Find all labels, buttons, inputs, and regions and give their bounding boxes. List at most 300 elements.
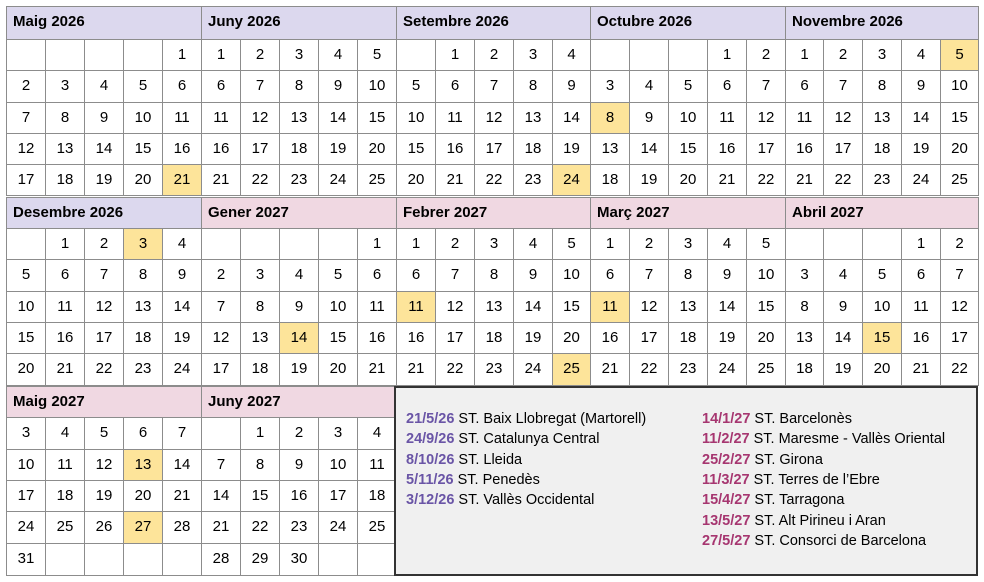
day-cell: 5: [318, 259, 358, 292]
day-cell: 4: [84, 70, 124, 103]
day-cell: 17: [435, 322, 475, 354]
day-cell: 17: [84, 322, 124, 354]
day-cell: 22: [474, 164, 514, 196]
day-cell: 14: [162, 291, 202, 323]
day-cell: 1: [435, 39, 475, 71]
day-cell: [279, 228, 319, 260]
day-cell: 16: [279, 480, 319, 512]
day-cell: 6: [123, 417, 163, 450]
legend-item: [406, 430, 599, 448]
legend-date: 15/4/27: [702, 492, 751, 509]
day-cell: 21: [901, 353, 941, 386]
day-cell: 10: [552, 259, 591, 292]
day-cell: 7: [84, 259, 124, 292]
day-cell: 21: [396, 353, 436, 386]
legend-item: [702, 430, 945, 448]
day-cell: 9: [629, 102, 669, 134]
day-cell: 19: [629, 164, 669, 196]
day-cell: 17: [940, 322, 979, 354]
day-cell: 3: [45, 70, 85, 103]
day-cell: 20: [6, 353, 46, 386]
day-cell: 20: [746, 322, 786, 354]
day-cell: 25: [940, 164, 979, 196]
day-cell: 4: [357, 417, 397, 450]
day-cell: [6, 39, 46, 71]
day-cell: 22: [746, 164, 786, 196]
day-cell: 18: [513, 133, 553, 165]
day-cell: 4: [823, 259, 863, 292]
day-cell: 12: [435, 291, 475, 323]
day-cell: 7: [240, 70, 280, 103]
day-cell: 1: [396, 228, 436, 260]
day-cell: [123, 543, 163, 576]
day-cell: 17: [201, 353, 241, 386]
legend-label: ST. Baix Llobregat (Martorell): [454, 411, 647, 427]
month-title: Maig 2026: [6, 6, 202, 40]
day-cell: 20: [123, 164, 163, 196]
day-cell: 6: [435, 70, 475, 103]
day-cell: 13: [513, 102, 553, 134]
day-cell: 18: [668, 322, 708, 354]
day-cell: 18: [590, 164, 630, 196]
day-cell: 13: [279, 102, 319, 134]
day-cell: 2: [240, 39, 280, 71]
day-cell: 8: [785, 291, 824, 323]
day-cell: 10: [862, 291, 902, 323]
day-cell: 12: [823, 102, 863, 134]
day-cell: 21: [435, 164, 475, 196]
day-cell: 21: [162, 164, 202, 196]
day-cell: 24: [707, 353, 747, 386]
day-cell: 13: [474, 291, 514, 323]
month-title: Octubre 2026: [590, 6, 786, 40]
legend-item: [406, 491, 594, 509]
day-cell: 2: [474, 39, 514, 71]
day-cell: 24: [552, 164, 591, 196]
day-cell: 20: [123, 480, 163, 512]
day-cell: 12: [84, 449, 124, 481]
day-cell: 3: [590, 70, 630, 103]
day-cell: 4: [318, 39, 358, 71]
day-cell: 8: [668, 259, 708, 292]
day-cell: 14: [823, 322, 863, 354]
day-cell: 22: [84, 353, 124, 386]
day-cell: 16: [590, 322, 630, 354]
day-cell: 21: [201, 164, 241, 196]
day-cell: 22: [940, 353, 979, 386]
day-cell: 21: [201, 511, 241, 544]
day-cell: 3: [279, 39, 319, 71]
month-title: Abril 2027: [785, 197, 979, 229]
day-cell: 15: [6, 322, 46, 354]
month-title: Maig 2027: [6, 386, 202, 418]
day-cell: 14: [279, 322, 319, 354]
day-cell: 15: [940, 102, 979, 134]
day-cell: 15: [357, 102, 397, 134]
day-cell: 10: [6, 291, 46, 323]
day-cell: 1: [162, 39, 202, 71]
day-cell: 2: [629, 228, 669, 260]
day-cell: 15: [668, 133, 708, 165]
day-cell: 14: [318, 102, 358, 134]
day-cell: 5: [552, 228, 591, 260]
day-cell: 21: [785, 164, 824, 196]
day-cell: 7: [162, 417, 202, 450]
day-cell: 19: [513, 322, 553, 354]
day-cell: 17: [629, 322, 669, 354]
day-cell: 10: [357, 70, 397, 103]
day-cell: 20: [318, 353, 358, 386]
day-cell: 3: [668, 228, 708, 260]
day-cell: 5: [668, 70, 708, 103]
day-cell: 14: [84, 133, 124, 165]
day-cell: 2: [746, 39, 786, 71]
day-cell: 4: [162, 228, 202, 260]
day-cell: 3: [123, 228, 163, 260]
day-cell: 16: [785, 133, 824, 165]
day-cell: 8: [240, 449, 280, 481]
day-cell: 9: [279, 449, 319, 481]
day-cell: [162, 543, 202, 576]
day-cell: [6, 228, 46, 260]
legend-item: [702, 451, 823, 469]
day-cell: 18: [45, 480, 85, 512]
day-cell: 6: [707, 70, 747, 103]
month-title: Març 2027: [590, 197, 786, 229]
day-cell: 25: [552, 353, 591, 386]
day-cell: 17: [474, 133, 514, 165]
day-cell: 9: [318, 70, 358, 103]
day-cell: 8: [45, 102, 85, 134]
day-cell: 19: [162, 322, 202, 354]
day-cell: 6: [901, 259, 941, 292]
legend-box: [394, 386, 978, 576]
day-cell: 23: [668, 353, 708, 386]
day-cell: 5: [862, 259, 902, 292]
day-cell: 23: [862, 164, 902, 196]
day-cell: 21: [357, 353, 397, 386]
day-cell: 11: [396, 291, 436, 323]
day-cell: 18: [123, 322, 163, 354]
legend-item: [702, 410, 852, 428]
day-cell: 7: [746, 70, 786, 103]
day-cell: 16: [201, 133, 241, 165]
legend-label: ST. Lleida: [454, 451, 523, 468]
day-cell: 6: [357, 259, 397, 292]
day-cell: 5: [396, 70, 436, 103]
day-cell: [823, 228, 863, 260]
day-cell: 10: [6, 449, 46, 481]
day-cell: 4: [707, 228, 747, 260]
month-title: Desembre 2026: [6, 197, 202, 229]
day-cell: 30: [279, 543, 319, 576]
month-title: Juny 2026: [201, 6, 397, 40]
day-cell: 10: [318, 449, 358, 481]
legend-label: ST. Consorci de Barcelona: [750, 532, 927, 549]
day-cell: 16: [162, 133, 202, 165]
day-cell: 11: [785, 102, 824, 134]
day-cell: 7: [940, 259, 979, 292]
day-cell: 7: [201, 291, 241, 323]
day-cell: 1: [707, 39, 747, 71]
legend-date: 24/9/26: [406, 431, 455, 448]
legend-label: ST. Catalunya Central: [454, 431, 600, 448]
day-cell: 12: [240, 102, 280, 134]
day-cell: 2: [435, 228, 475, 260]
day-cell: 12: [84, 291, 124, 323]
day-cell: 2: [201, 259, 241, 292]
day-cell: 11: [901, 291, 941, 323]
day-cell: 11: [201, 102, 241, 134]
day-cell: 11: [707, 102, 747, 134]
day-cell: 8: [279, 70, 319, 103]
day-cell: 3: [862, 39, 902, 71]
day-cell: 10: [396, 102, 436, 134]
day-cell: 28: [201, 543, 241, 576]
day-cell: 24: [6, 511, 46, 544]
day-cell: 8: [474, 259, 514, 292]
day-cell: 9: [707, 259, 747, 292]
day-cell: 7: [474, 70, 514, 103]
day-cell: 7: [435, 259, 475, 292]
day-cell: 7: [6, 102, 46, 134]
day-cell: 17: [6, 164, 46, 196]
day-cell: 24: [901, 164, 941, 196]
day-cell: 22: [240, 164, 280, 196]
day-cell: 18: [785, 353, 824, 386]
day-cell: 15: [318, 322, 358, 354]
day-cell: 4: [901, 39, 941, 71]
day-cell: 13: [862, 102, 902, 134]
day-cell: 20: [357, 133, 397, 165]
day-cell: 12: [940, 291, 979, 323]
day-cell: 15: [746, 291, 786, 323]
day-cell: 11: [45, 449, 85, 481]
day-cell: 11: [357, 291, 397, 323]
day-cell: 22: [823, 164, 863, 196]
legend-label: ST. Terres de l’Ebre: [749, 471, 880, 488]
day-cell: 1: [901, 228, 941, 260]
day-cell: 14: [707, 291, 747, 323]
day-cell: [668, 39, 708, 71]
legend-label: ST. Girona: [750, 451, 823, 468]
day-cell: 2: [279, 417, 319, 450]
day-cell: 23: [123, 353, 163, 386]
day-cell: 14: [552, 102, 591, 134]
legend-item: [702, 471, 880, 489]
day-cell: [590, 39, 630, 71]
day-cell: 2: [84, 228, 124, 260]
day-cell: 14: [901, 102, 941, 134]
day-cell: 9: [552, 70, 591, 103]
day-cell: 1: [240, 417, 280, 450]
legend-label: ST. Barcelonès: [750, 411, 852, 427]
day-cell: 17: [240, 133, 280, 165]
legend-date: 21/5/26: [406, 411, 455, 427]
day-cell: 16: [45, 322, 85, 354]
day-cell: 20: [862, 353, 902, 386]
day-cell: 22: [435, 353, 475, 386]
day-cell: 20: [396, 164, 436, 196]
day-cell: 3: [785, 259, 824, 292]
day-cell: 6: [162, 70, 202, 103]
day-cell: 21: [707, 164, 747, 196]
day-cell: 10: [123, 102, 163, 134]
day-cell: 12: [474, 102, 514, 134]
day-cell: 3: [6, 417, 46, 450]
day-cell: 8: [862, 70, 902, 103]
day-cell: 9: [823, 291, 863, 323]
day-cell: 17: [823, 133, 863, 165]
day-cell: 16: [357, 322, 397, 354]
day-cell: 18: [357, 480, 397, 512]
day-cell: [45, 39, 85, 71]
day-cell: 8: [513, 70, 553, 103]
day-cell: [862, 228, 902, 260]
day-cell: 25: [746, 353, 786, 386]
day-cell: 12: [6, 133, 46, 165]
day-cell: 13: [123, 291, 163, 323]
day-cell: 9: [279, 291, 319, 323]
day-cell: 23: [279, 164, 319, 196]
day-cell: 23: [474, 353, 514, 386]
day-cell: 19: [318, 133, 358, 165]
day-cell: 24: [318, 164, 358, 196]
day-cell: 19: [707, 322, 747, 354]
day-cell: 13: [590, 133, 630, 165]
day-cell: 5: [84, 417, 124, 450]
day-cell: 1: [45, 228, 85, 260]
day-cell: 16: [435, 133, 475, 165]
day-cell: 21: [45, 353, 85, 386]
day-cell: 27: [123, 511, 163, 544]
day-cell: 13: [123, 449, 163, 481]
day-cell: 15: [240, 480, 280, 512]
day-cell: 10: [940, 70, 979, 103]
day-cell: 2: [823, 39, 863, 71]
day-cell: 12: [746, 102, 786, 134]
legend-date: 27/5/27: [702, 532, 751, 549]
day-cell: 15: [123, 133, 163, 165]
day-cell: 19: [84, 480, 124, 512]
legend-date: 25/2/27: [702, 451, 751, 468]
day-cell: 4: [629, 70, 669, 103]
legend-item: [406, 451, 522, 469]
day-cell: 2: [940, 228, 979, 260]
day-cell: 11: [590, 291, 630, 323]
day-cell: 1: [590, 228, 630, 260]
legend-item: [702, 512, 886, 530]
day-cell: 18: [279, 133, 319, 165]
day-cell: 25: [45, 511, 85, 544]
day-cell: 18: [474, 322, 514, 354]
day-cell: 14: [629, 133, 669, 165]
day-cell: 9: [162, 259, 202, 292]
day-cell: 1: [201, 39, 241, 71]
day-cell: 15: [552, 291, 591, 323]
day-cell: [201, 417, 241, 450]
legend-item: [702, 491, 844, 509]
legend-label: ST. Tarragona: [750, 492, 845, 509]
day-cell: 9: [513, 259, 553, 292]
month-title: Novembre 2026: [785, 6, 979, 40]
day-cell: 22: [629, 353, 669, 386]
month-title: Setembre 2026: [396, 6, 591, 40]
day-cell: 5: [940, 39, 979, 71]
day-cell: 13: [45, 133, 85, 165]
day-cell: 6: [45, 259, 85, 292]
day-cell: 20: [668, 164, 708, 196]
day-cell: [240, 228, 280, 260]
day-cell: 6: [785, 70, 824, 103]
day-cell: 16: [396, 322, 436, 354]
day-cell: 16: [901, 322, 941, 354]
day-cell: 3: [474, 228, 514, 260]
day-cell: 11: [162, 102, 202, 134]
legend-label: ST. Vallès Occidental: [454, 492, 595, 509]
day-cell: 4: [45, 417, 85, 450]
day-cell: 19: [552, 133, 591, 165]
legend-item: [406, 410, 646, 428]
day-cell: 14: [201, 480, 241, 512]
day-cell: 24: [162, 353, 202, 386]
day-cell: 5: [123, 70, 163, 103]
day-cell: 3: [513, 39, 553, 71]
day-cell: 20: [552, 322, 591, 354]
day-cell: 12: [201, 322, 241, 354]
legend-date: 11/2/27: [702, 431, 750, 448]
legend-date: 8/10/26: [406, 451, 455, 468]
day-cell: 6: [396, 259, 436, 292]
legend-label: ST. Maresme - Vallès Oriental: [749, 431, 946, 448]
day-cell: 4: [513, 228, 553, 260]
legend-date: 14/1/27: [702, 411, 751, 427]
legend-item: [406, 471, 540, 489]
day-cell: 7: [201, 449, 241, 481]
day-cell: 25: [357, 164, 397, 196]
day-cell: 6: [201, 70, 241, 103]
day-cell: 22: [240, 511, 280, 544]
day-cell: 11: [357, 449, 397, 481]
day-cell: 14: [513, 291, 553, 323]
day-cell: 20: [940, 133, 979, 165]
day-cell: [357, 543, 397, 576]
day-cell: [201, 228, 241, 260]
day-cell: 1: [357, 228, 397, 260]
day-cell: 13: [668, 291, 708, 323]
day-cell: 19: [823, 353, 863, 386]
day-cell: [318, 228, 358, 260]
day-cell: 11: [45, 291, 85, 323]
day-cell: 19: [901, 133, 941, 165]
day-cell: 28: [162, 511, 202, 544]
day-cell: 17: [746, 133, 786, 165]
day-cell: [45, 543, 85, 576]
day-cell: 8: [590, 102, 630, 134]
day-cell: 5: [6, 259, 46, 292]
day-cell: 3: [318, 417, 358, 450]
day-cell: 2: [6, 70, 46, 103]
day-cell: 8: [240, 291, 280, 323]
day-cell: 12: [629, 291, 669, 323]
day-cell: 4: [279, 259, 319, 292]
day-cell: 21: [162, 480, 202, 512]
day-cell: 24: [513, 353, 553, 386]
day-cell: 24: [318, 511, 358, 544]
legend-date: 13/5/27: [702, 512, 751, 529]
day-cell: 3: [240, 259, 280, 292]
day-cell: 13: [240, 322, 280, 354]
